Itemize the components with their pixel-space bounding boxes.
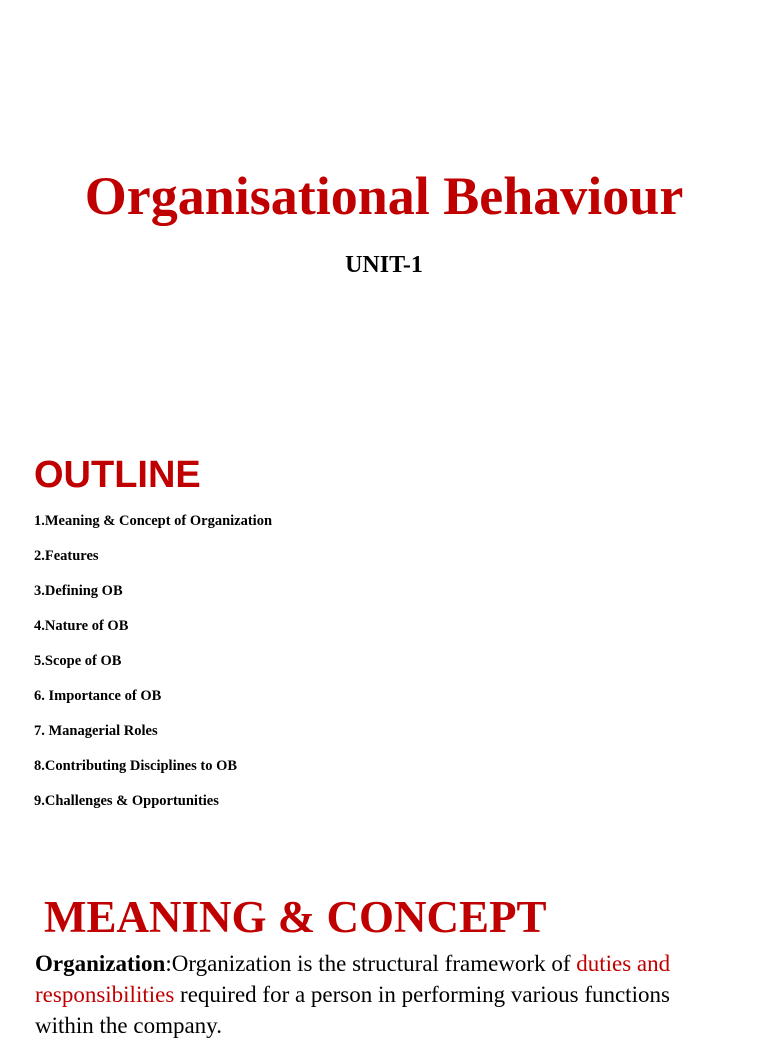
meaning-concept-heading: MEANING & CONCEPT [44,892,547,942]
outline-item: 3.Defining OB [34,583,123,599]
outline-heading: OUTLINE [34,454,201,496]
definition-text-after: required for a person in performing various functions within the company. [35,982,670,1038]
outline-item: 9.Challenges & Opportunities [34,793,219,809]
outline-item: 6. Importance of OB [34,688,162,704]
outline-item: 2.Features [34,548,99,564]
outline-item: 7. Managerial Roles [34,723,158,739]
outline-item: 4.Nature of OB [34,618,129,634]
definition-term: Organization [35,951,166,976]
document-title: Organisational Behaviour [84,166,684,226]
definition-highlight: duties and responsibilities [35,951,671,1007]
unit-label: UNIT-1 [345,252,423,278]
definition-colon: : [165,951,172,976]
outline-list [34,511,272,826]
organization-definition [35,948,705,1041]
outline-item: 1.Meaning & Concept of Organization [34,513,273,529]
outline-item: 8.Contributing Disciplines to OB [34,758,238,774]
definition-text-before: Organization is the structural framework of [171,951,577,976]
outline-item: 5.Scope of OB [34,653,122,669]
